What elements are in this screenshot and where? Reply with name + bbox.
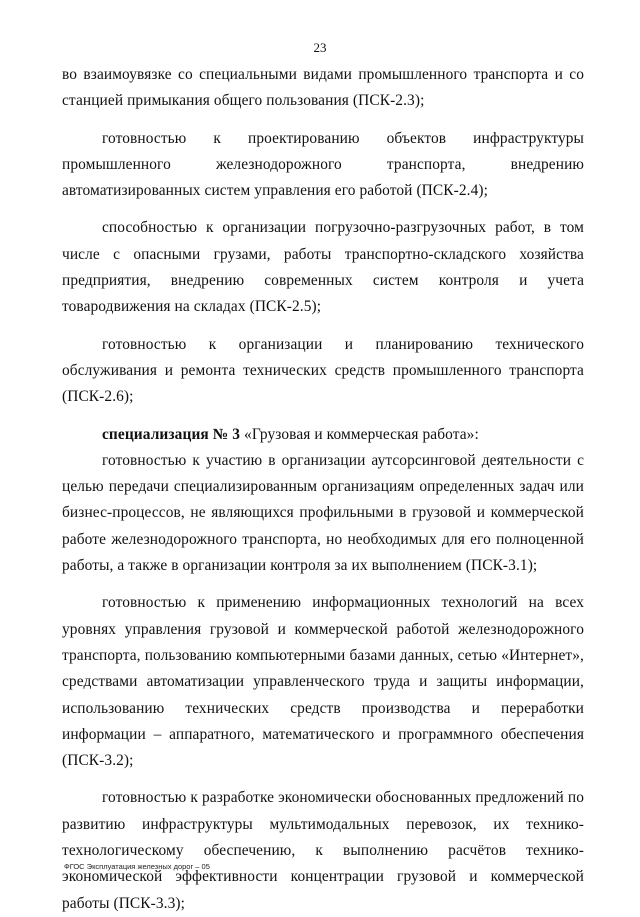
footer-text: ФГОС Эксплуатация железных дорог – 05: [64, 862, 210, 871]
paragraph-psk-3-3: готовностью к разработке экономически обоснованных предложений по развитию инфраструктуры мультимодальных перевозок, их технико-технологическому обеспечению, к выполнению расчётов технико-экономической эффективности концентрации грузовой и коммерческой работы (ПСК-3.3);: [62, 789, 584, 912]
document-body: [62, 62, 584, 917]
specialization-title: «Грузовая и коммерческая работа»:: [240, 425, 479, 443]
paragraph-continuation: во взаимоувязке со специальными видами промышленного транспорта и со станцией примыкания общего пользования (ПСК-2.3);: [62, 66, 584, 110]
page-number: 23: [313, 40, 327, 55]
specialization-label: специализация № 3: [102, 425, 241, 443]
paragraph-psk-2-4: готовностью к проектированию объектов инфраструктуры промышленного железнодорожного транспорта, внедрению автоматизированных систем управления его работой (ПСК-2.4);: [62, 129, 584, 200]
paragraph-psk-3-2: готовностью к применению информационных технологий на всех уровнях управления грузовой и коммерческой работой железнодорожного транспорта, пользованию компьютерными базами данных, сетью «Интернет», средствами автоматизации управленческого труда и защиты информации, использованию технических средств производства и переработки информации – аппаратного, математического и программного обеспечения (ПСК-3.2);: [62, 594, 584, 770]
paragraph-psk-3-1: готовностью к участию в организации аутсорсинговой деятельности с целью передачи специализированным организациям определенных задач или бизнес-процессов, не являющихся профильными в грузовой и коммерческой работе железнодорожного транспорта, но необходимых для его полноценной работы, а также в организации контроля за их выполнением (ПСК-3.1);: [62, 451, 584, 575]
paragraph-psk-2-6: готовностью к организации и планированию технического обслуживания и ремонта технических средств промышленного транспорта (ПСК-2.6);: [62, 335, 584, 406]
paragraph-psk-2-5: способностью к организации погрузочно-разгрузочных работ, в том числе с опасными грузами, работы транспортно-складского хозяйства предприятия, внедрению современных систем контроля и учета товародвижения на складах (ПСК-2.5);: [62, 219, 584, 316]
specialization-heading: [62, 422, 584, 448]
